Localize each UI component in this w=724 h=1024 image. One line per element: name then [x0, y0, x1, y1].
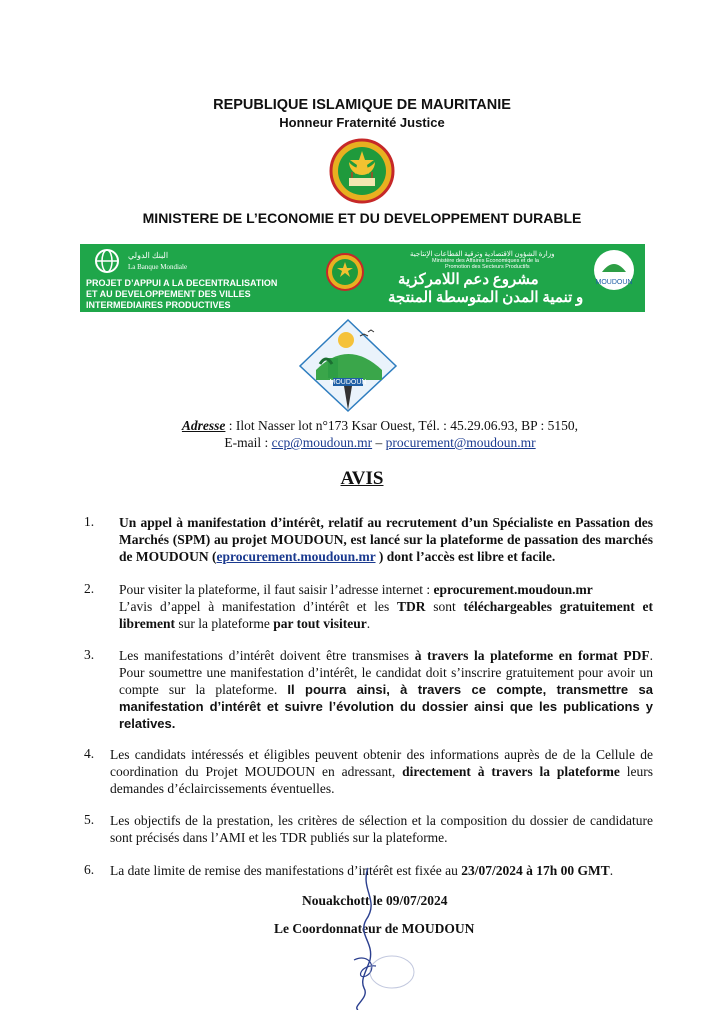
item-2-line-2: [119, 598, 653, 632]
item-2-part-f: téléchargeables gratuitement et librement: [119, 599, 653, 631]
project-banner: [80, 244, 645, 312]
coat-of-arms-emblem: [327, 138, 397, 204]
ministry-name-fr-1: Ministère des Affaires Economiques et de la: [432, 258, 539, 264]
item-2-part-e: sont: [425, 599, 464, 614]
item-4-text: [110, 746, 653, 797]
item-3-part-b: à travers la plateforme en format PDF: [414, 648, 650, 663]
item-2-url: eprocurement.moudoun.mr: [433, 582, 593, 597]
item-6-deadline: 23/07/2024 à 17h 00 GMT: [461, 863, 610, 878]
item-6-number: 6.: [84, 862, 95, 877]
item-3-part-a: Les manifestations d’intérêt doivent être transmises: [119, 648, 415, 663]
item-4-part-b: directement à travers la plateforme: [402, 764, 620, 779]
item-3-part-d: Il pourra ainsi, à travers ce compte, transmettre sa manifestation d’intérêt et suivre l’évolution du dossier ainsi que les publications y relatives.: [119, 682, 653, 731]
item-2-part-g: sur la plateforme: [175, 616, 274, 631]
ministry-title: MINISTERE DE L’ECONOMIE ET DU DEVELOPPEMENT DURABLE: [142, 210, 582, 226]
moudoun-logo: [298, 318, 398, 413]
handwritten-signature: [330, 860, 420, 1010]
project-name-fr-2: ET AU DEVELOPPEMENT DES VILLES: [86, 289, 251, 299]
item-2-number: 2.: [84, 581, 95, 596]
email-separator: –: [372, 435, 386, 450]
place-date: Nouakchott le 09/07/2024: [302, 893, 448, 908]
small-logo-word: MOUDOUN: [595, 279, 633, 286]
item-3-number: 3.: [84, 647, 95, 662]
item-2-part-c: L’avis d’appel à manifestation d’intérêt et les: [119, 599, 397, 614]
email-link-procurement[interactable]: procurement@moudoun.mr: [385, 435, 536, 450]
moudoun-small-logo-icon: [592, 248, 636, 292]
notice-title: AVIS: [340, 468, 384, 489]
item-2-part-i: .: [366, 616, 371, 631]
eprocurement-link[interactable]: eprocurement.moudoun.mr: [216, 549, 376, 564]
ministry-name-fr-2: Promotion des Secteurs Productifs: [445, 264, 530, 270]
item-4-part-c: leurs demandes d’éclaircissements éventuelles.: [110, 764, 654, 796]
item-1-number: 1.: [84, 514, 95, 529]
item-3-text: [119, 647, 653, 732]
item-2-part-a: Pour visiter la plateforme, il faut saisir l’adresse internet :: [119, 582, 434, 597]
address-label: Adresse: [181, 418, 226, 433]
project-name-fr-1: PROJET D’APPUI A LA DECENTRALISATION: [86, 278, 278, 288]
item-1-text: [119, 514, 653, 565]
item-6-part-a: La date limite de remise des manifestations d’intérêt est fixée au: [110, 863, 462, 878]
project-name-fr-3: INTERMEDIAIRES PRODUCTIVES: [86, 300, 231, 310]
banner-emblem-icon: [325, 252, 365, 292]
item-4-part-a: Les candidats intéressés et éligibles peuvent obtenir des informations auprès de de la Cellule de coordination du Projet MOUDOUN en adressant,: [110, 747, 653, 779]
item-2-tdr: TDR: [397, 599, 426, 614]
bank-name-ar: البنك الدولي: [128, 251, 169, 260]
motto: Honneur Fraternité Justice: [279, 115, 445, 130]
item-4-number: 4.: [84, 746, 95, 761]
item-3-part-c: . Pour soumettre une manifestation d’intérêt, le candidat doit s’inscrire gratuitement pour avoir un compte sur la plateforme.: [119, 648, 653, 697]
project-name-ar-1: مشروع دعم اللامركزية: [398, 272, 539, 288]
item-1-part-b: ) dont l’accès est libre et facile.: [375, 549, 556, 564]
item-5-text: Les objectifs de la prestation, les critères de sélection et la composition du dossier de candidature sont précisés dans l’AMI et les TDR publiés sur la plateforme.: [110, 813, 653, 845]
address-text: : Ilot Nasser lot n°173 Ksar Ouest, Tél. : 45.29.06.93, BP : 5150,: [225, 418, 579, 433]
email-line: [150, 434, 610, 451]
bank-name-fr: La Banque Mondiale: [128, 263, 188, 271]
item-2-line-1: [119, 581, 653, 598]
item-2-part-h: par tout visiteur: [273, 616, 367, 631]
email-prefix: E-mail :: [224, 435, 272, 450]
ministry-name-ar: وزارة الشؤون الاقتصادية وترقية القطاعات الإنتاجية: [410, 250, 555, 258]
country-title: REPUBLIQUE ISLAMIQUE DE MAURITANIE: [213, 97, 511, 113]
logo-word: MOUDOUN: [329, 379, 367, 386]
item-2-text: [119, 581, 653, 632]
item-1-part-a: Un appel à manifestation d’intérêt, relatif au recrutement d’un Spécialiste en Passation des Marchés (SPM) au projet MOUDOUN, est lancé sur la plateforme de passation des marchés de MOUDOUN (: [119, 515, 653, 564]
item-5-number: 5.: [84, 812, 95, 827]
email-link-ccp[interactable]: ccp@moudoun.mr: [271, 435, 373, 450]
world-bank-globe-icon: [94, 248, 120, 274]
address-block: [150, 417, 610, 451]
address-line: [150, 417, 610, 434]
project-name-ar-2: و تنمية المدن المتوسطة المنتجة: [388, 290, 584, 306]
item-6-part-c: .: [609, 863, 614, 878]
signatory-role: Le Coordonnateur de MOUDOUN: [274, 921, 475, 936]
